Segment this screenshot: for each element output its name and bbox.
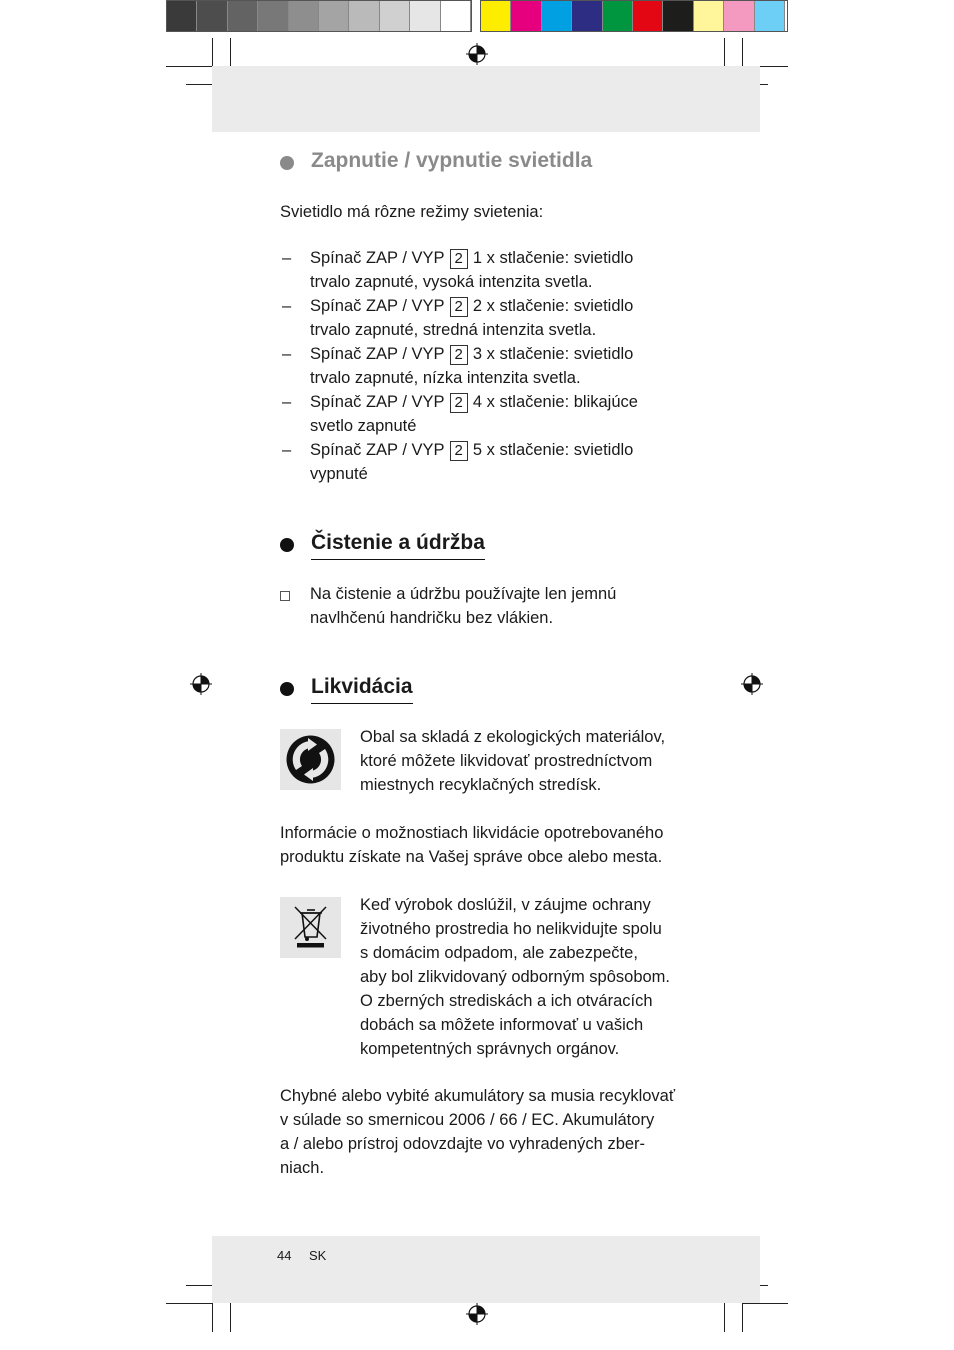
registration-mark-icon <box>466 1303 488 1325</box>
weee-text-line: s domácim odpadom, ale zabezpečte, <box>360 944 638 962</box>
crop-mark <box>724 1298 725 1332</box>
disposal-info-line: produktu získate na Vašej správe obce alebo mesta. <box>280 848 663 866</box>
switch-label: Spínač ZAP / VYP <box>310 393 445 411</box>
color-swatch <box>572 1 602 31</box>
registration-mark-icon <box>190 673 212 695</box>
list-dash: – <box>282 345 292 363</box>
weee-text-line: kompetentných správnych orgánov. <box>360 1040 620 1058</box>
header-band <box>212 66 760 132</box>
color-swatch <box>511 1 541 31</box>
list-dash: – <box>282 441 292 459</box>
list-item-line-1 <box>310 246 633 270</box>
reference-number-box: 2 <box>450 393 468 413</box>
registration-mark-icon <box>466 43 488 65</box>
bullet-dot-icon <box>280 156 294 170</box>
list-item-line-2: trvalo zapnuté, vysoká intenzita svetla. <box>310 273 593 291</box>
cleaning-line-1: Na čistenie a údržbu používajte len jemnú <box>310 585 617 603</box>
color-swatch <box>603 1 633 31</box>
switch-label: Spínač ZAP / VYP <box>310 297 445 315</box>
press-description: 2 x stlačenie: svietidlo <box>472 297 634 315</box>
heading-text: Likvidácia <box>311 674 413 704</box>
section-heading-disposal <box>280 674 413 704</box>
packaging-text-line: Obal sa skladá z ekologických materiálov, <box>360 728 666 746</box>
gray-swatch <box>380 1 410 31</box>
battery-text-line: v súlade so smernicou 2006 / 66 / EC. Akumulátory <box>280 1111 655 1129</box>
crop-mark <box>230 1298 231 1332</box>
switch-label: Spínač ZAP / VYP <box>310 249 445 267</box>
disposal-info-line: Informácie o možnostiach likvidácie opotrebovaného <box>280 824 664 842</box>
page-number: 44 <box>277 1248 292 1263</box>
color-swatch <box>663 1 693 31</box>
gray-swatch <box>410 1 440 31</box>
language-code: SK <box>309 1248 327 1263</box>
reference-number-box: 2 <box>450 441 468 461</box>
weee-text-line: O zberných strediskách a ich otváracích <box>360 992 653 1010</box>
section-heading-cleaning <box>280 530 485 560</box>
list-item-line-2: vypnuté <box>310 465 368 483</box>
reference-number-box: 2 <box>450 297 468 317</box>
list-dash: – <box>282 393 292 411</box>
color-swatch <box>755 1 785 31</box>
press-description: 5 x stlačenie: svietidlo <box>472 441 634 459</box>
list-item-line-2: trvalo zapnuté, stredná intenzita svetla. <box>310 321 597 339</box>
gray-swatch <box>197 1 227 31</box>
color-swatch <box>694 1 724 31</box>
list-dash: – <box>282 297 292 315</box>
reference-number-box: 2 <box>450 345 468 365</box>
switch-label: Spínač ZAP / VYP <box>310 345 445 363</box>
list-item-line-1 <box>310 390 638 414</box>
crop-mark <box>212 1298 213 1332</box>
list-dash: – <box>282 249 292 267</box>
gray-swatch <box>258 1 288 31</box>
crossed-out-wheelie-bin-icon <box>280 897 341 958</box>
green-dot-recycling-icon <box>280 729 341 790</box>
weee-icon-box <box>280 897 341 958</box>
packaging-text-line: ktoré môžete likvidovať prostredníctvom <box>360 752 653 770</box>
section-heading-switch <box>280 148 592 177</box>
recycling-icon-box <box>280 729 341 790</box>
bullet-dot-icon <box>280 538 294 552</box>
color-swatch <box>633 1 663 31</box>
weee-text-line: Keď výrobok doslúžil, v záujme ochrany <box>360 896 651 914</box>
press-description: 3 x stlačenie: svietidlo <box>472 345 634 363</box>
battery-text-line: niach. <box>280 1159 325 1177</box>
press-description: 4 x stlačenie: blikajúce <box>472 393 638 411</box>
packaging-text-line: miestnych recyklačných stredísk. <box>360 776 602 794</box>
switch-label: Spínač ZAP / VYP <box>310 441 445 459</box>
list-item-line-1 <box>310 438 633 462</box>
list-item-line-2: trvalo zapnuté, nízka intenzita svetla. <box>310 369 581 387</box>
list-item-line-2: svetlo zapnuté <box>310 417 417 435</box>
gray-swatch <box>441 1 471 31</box>
gray-calibration-bar <box>166 0 472 32</box>
gray-swatch <box>228 1 258 31</box>
color-swatch <box>542 1 572 31</box>
footer-band <box>212 1236 760 1303</box>
checkbox-square-icon <box>280 591 290 601</box>
bullet-dot-icon <box>280 682 294 696</box>
reference-number-box: 2 <box>450 249 468 269</box>
heading-text: Zapnutie / vypnutie svietidla <box>311 149 593 172</box>
crop-mark <box>166 1303 212 1304</box>
weee-text-line: životného prostredia ho nelikvidujte spolu <box>360 920 662 938</box>
weee-text-line: aby bol zlikvidovaný odborným spôsobom. <box>360 968 670 986</box>
battery-text-line: a / alebo prístroj odovzdajte vo vyhradených zber- <box>280 1135 646 1153</box>
color-calibration-bar <box>480 0 788 32</box>
battery-text-line: Chybné alebo vybité akumulátory sa musia recyklovať <box>280 1087 676 1105</box>
registration-mark-icon <box>741 673 763 695</box>
crop-mark <box>742 1298 743 1332</box>
intro-text: Svietidlo má rôzne režimy svietenia: <box>280 203 544 221</box>
gray-swatch <box>167 1 197 31</box>
list-item-line-1 <box>310 294 633 318</box>
list-item-line-1 <box>310 342 633 366</box>
press-description: 1 x stlačenie: svietidlo <box>472 249 634 267</box>
gray-swatch <box>319 1 349 31</box>
weee-text-line: dobách sa môžete informovať u vašich <box>360 1016 644 1034</box>
color-swatch <box>481 1 511 31</box>
crop-mark <box>742 1303 788 1304</box>
cleaning-line-2: navlhčenú handričku bez vlákien. <box>310 609 554 627</box>
gray-swatch <box>289 1 319 31</box>
heading-text: Čistenie a údržba <box>311 530 485 560</box>
color-swatch <box>724 1 754 31</box>
gray-swatch <box>349 1 379 31</box>
crop-mark <box>166 66 212 67</box>
